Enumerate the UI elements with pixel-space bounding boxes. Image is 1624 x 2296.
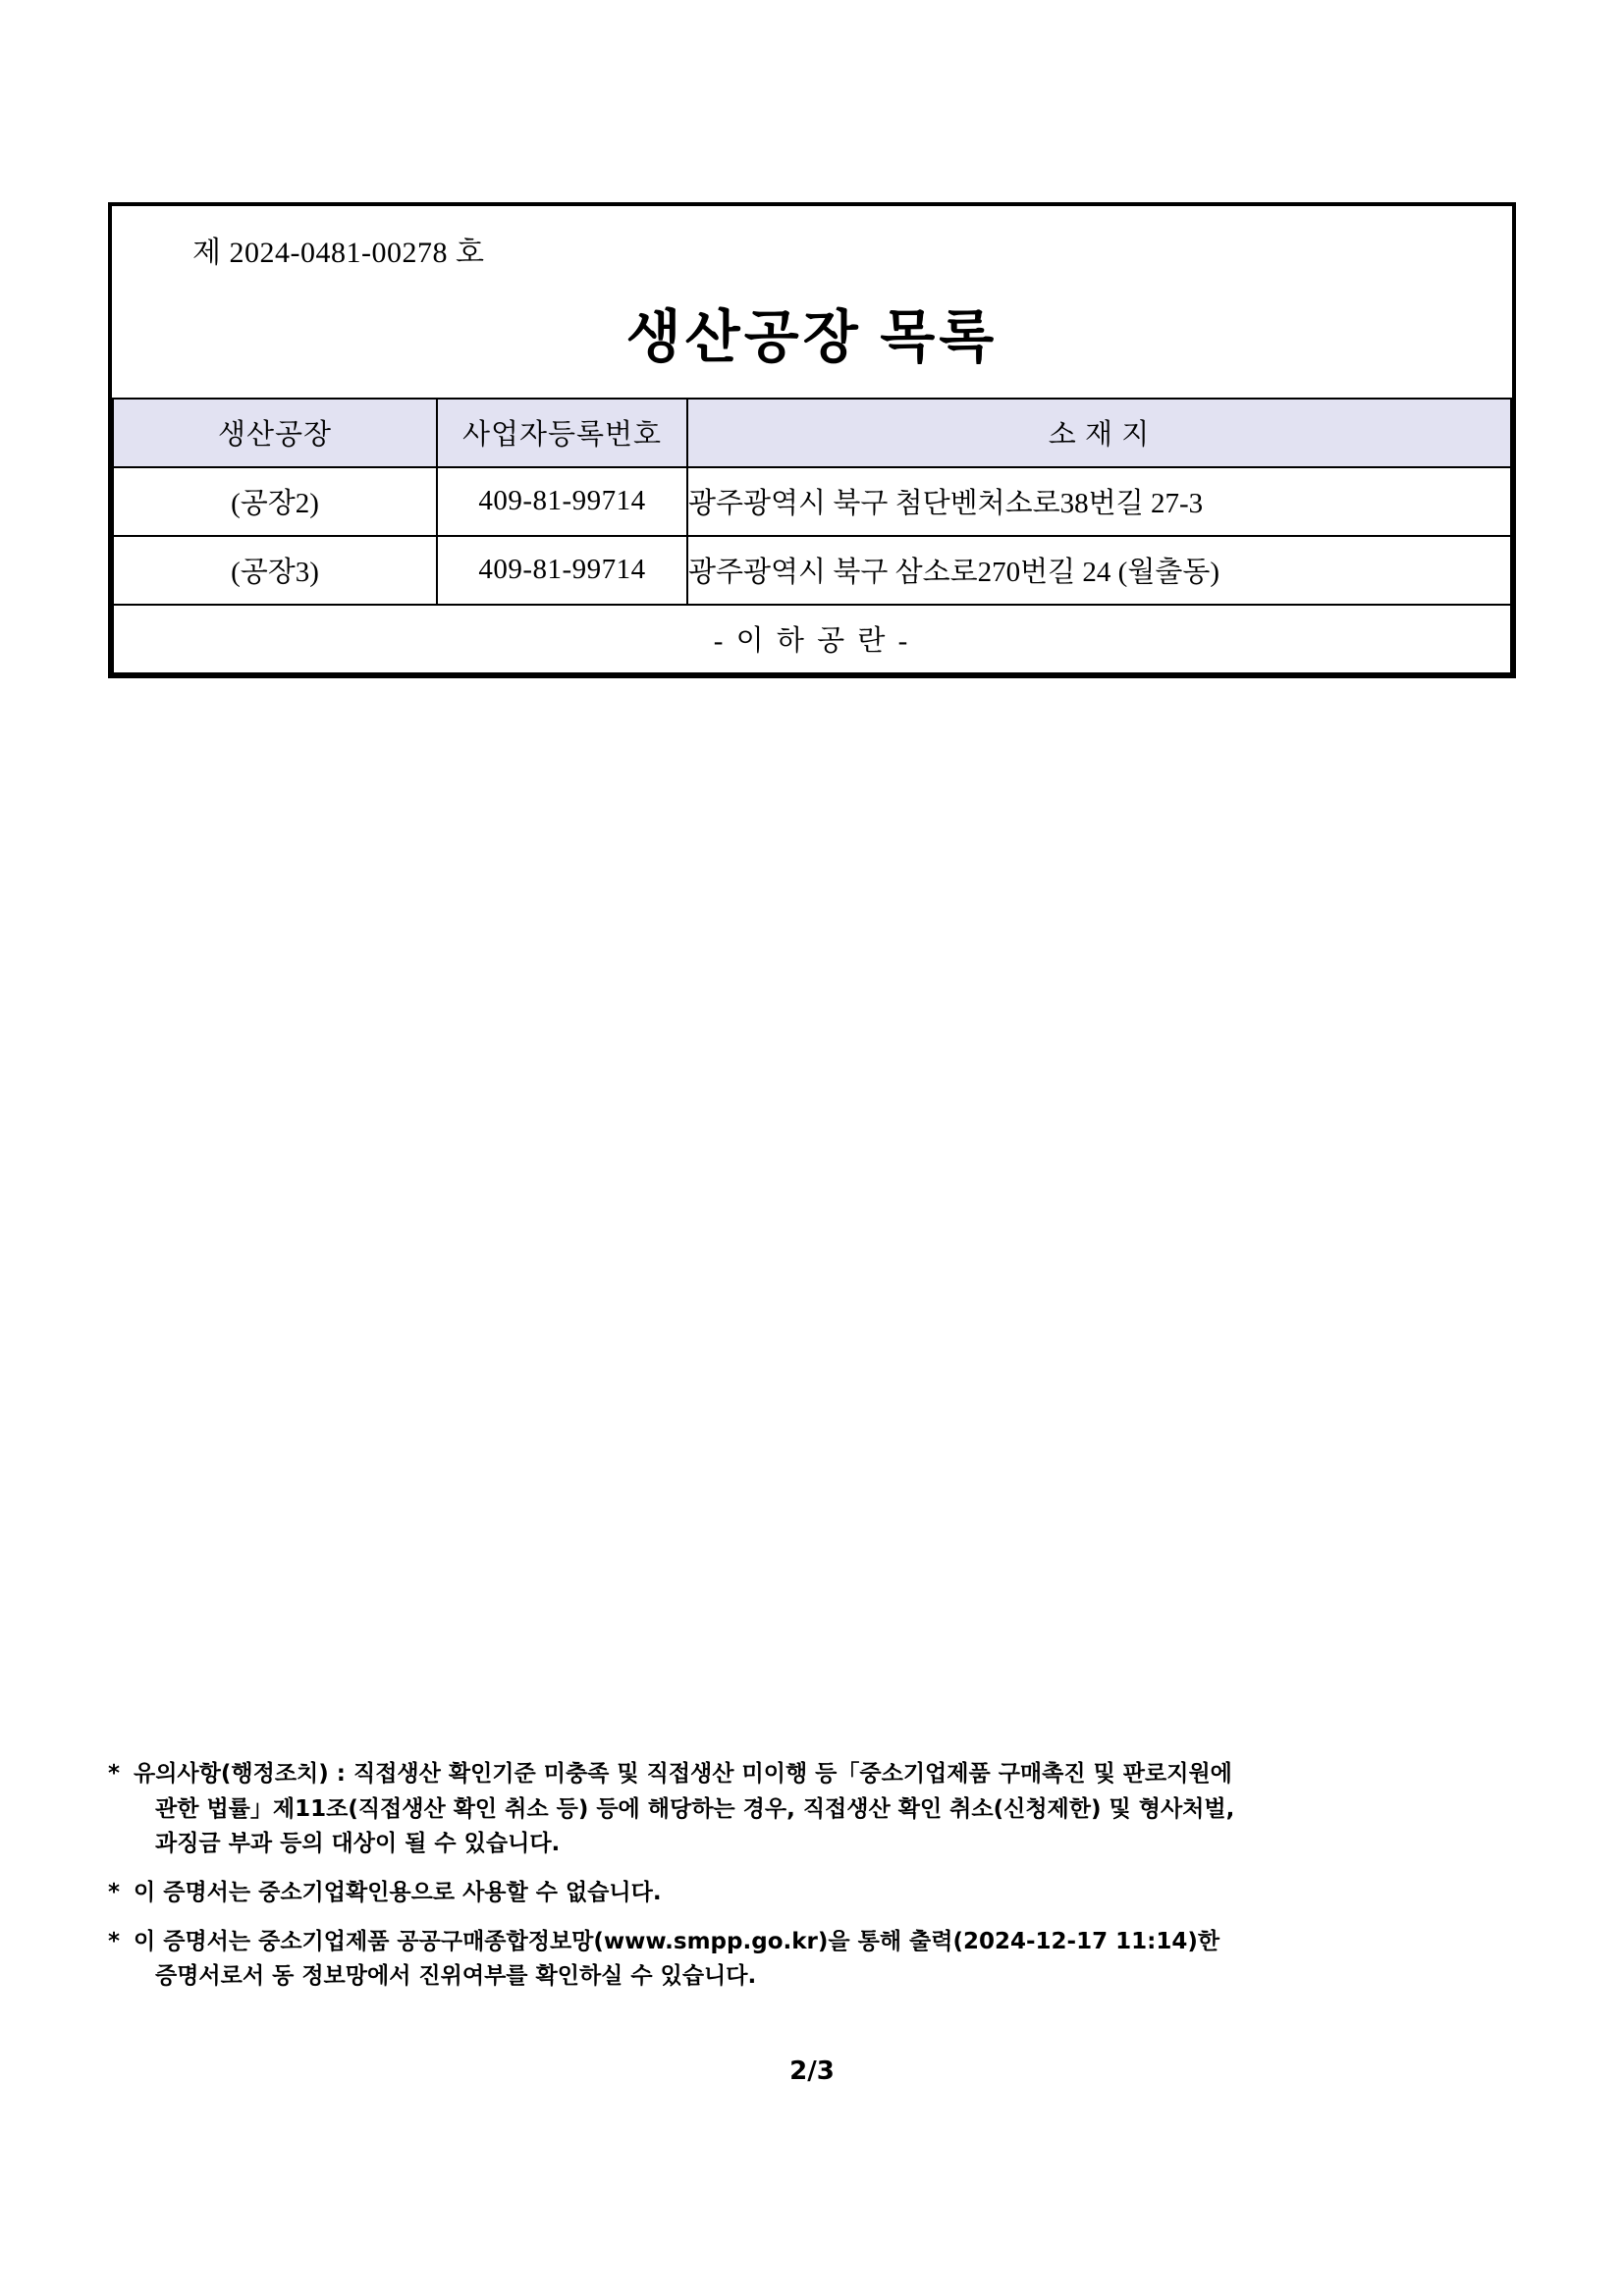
column-header-location: 소 재 지 bbox=[687, 399, 1511, 467]
certificate-box bbox=[108, 202, 1516, 678]
cell-business-number: 409-81-99714 bbox=[437, 467, 687, 536]
cell-factory: (공장2) bbox=[113, 467, 437, 536]
column-header-business-number: 사업자등록번호 bbox=[437, 399, 687, 467]
table-blank-notice-row bbox=[113, 605, 1511, 673]
note-line: 이 증명서는 중소기업제품 공공구매종합정보망(www.smpp.go.kr)을 통해 출력(2024-12-17 11:14)한 bbox=[134, 1928, 1220, 1954]
table-row bbox=[113, 467, 1511, 536]
note-line: 관한 법률」제11조(직접생산 확인 취소 등) 등에 해당하는 경우, 직접생산 확인 취소(신청제한) 및 형사처벌, bbox=[155, 1795, 1235, 1822]
blank-notice: - 이 하 공 란 - bbox=[113, 605, 1511, 673]
note-line: 증명서로서 동 정보망에서 진위여부를 확인하실 수 있습니다. bbox=[155, 1963, 757, 1990]
bullet-icon: * bbox=[108, 1879, 121, 1905]
cell-business-number: 409-81-99714 bbox=[437, 536, 687, 605]
page-number: 2/3 bbox=[789, 2056, 835, 2086]
column-header-factory: 생산공장 bbox=[113, 399, 437, 467]
note-item bbox=[108, 1876, 1542, 1911]
note-line: 과징금 부과 등의 대상이 될 수 있습니다. bbox=[155, 1831, 561, 1857]
cell-location: 광주광역시 북구 삼소로270번길 24 (월출동) bbox=[687, 536, 1511, 605]
factory-table bbox=[112, 398, 1512, 674]
note-body bbox=[134, 1876, 1542, 1911]
bullet-icon: * bbox=[108, 1928, 121, 1954]
cell-location: 광주광역시 북구 첨단벤처소로38번길 27-3 bbox=[687, 467, 1511, 536]
note-body bbox=[134, 1757, 1542, 1862]
table-header-row bbox=[113, 399, 1511, 467]
note-line: 유의사항(행정조치) : 직접생산 확인기준 미충족 및 직접생산 미이행 등「중소기업제품 구매촉진 및 판로지원에 bbox=[134, 1761, 1232, 1787]
title-container bbox=[112, 271, 1512, 398]
page-title: 생산공장 목록 bbox=[625, 305, 999, 369]
note-line: 이 증명서는 중소기업확인용으로 사용할 수 없습니다. bbox=[134, 1879, 662, 1905]
note-item bbox=[108, 1757, 1542, 1862]
bullet-icon: * bbox=[108, 1761, 121, 1787]
note-item bbox=[108, 1925, 1542, 1995]
footer-notes bbox=[108, 1757, 1542, 2008]
cell-factory: (공장3) bbox=[113, 536, 437, 605]
note-body bbox=[134, 1925, 1542, 1995]
table-row bbox=[113, 536, 1511, 605]
document-number: 제 2024-0481-00278 호 bbox=[192, 237, 485, 269]
